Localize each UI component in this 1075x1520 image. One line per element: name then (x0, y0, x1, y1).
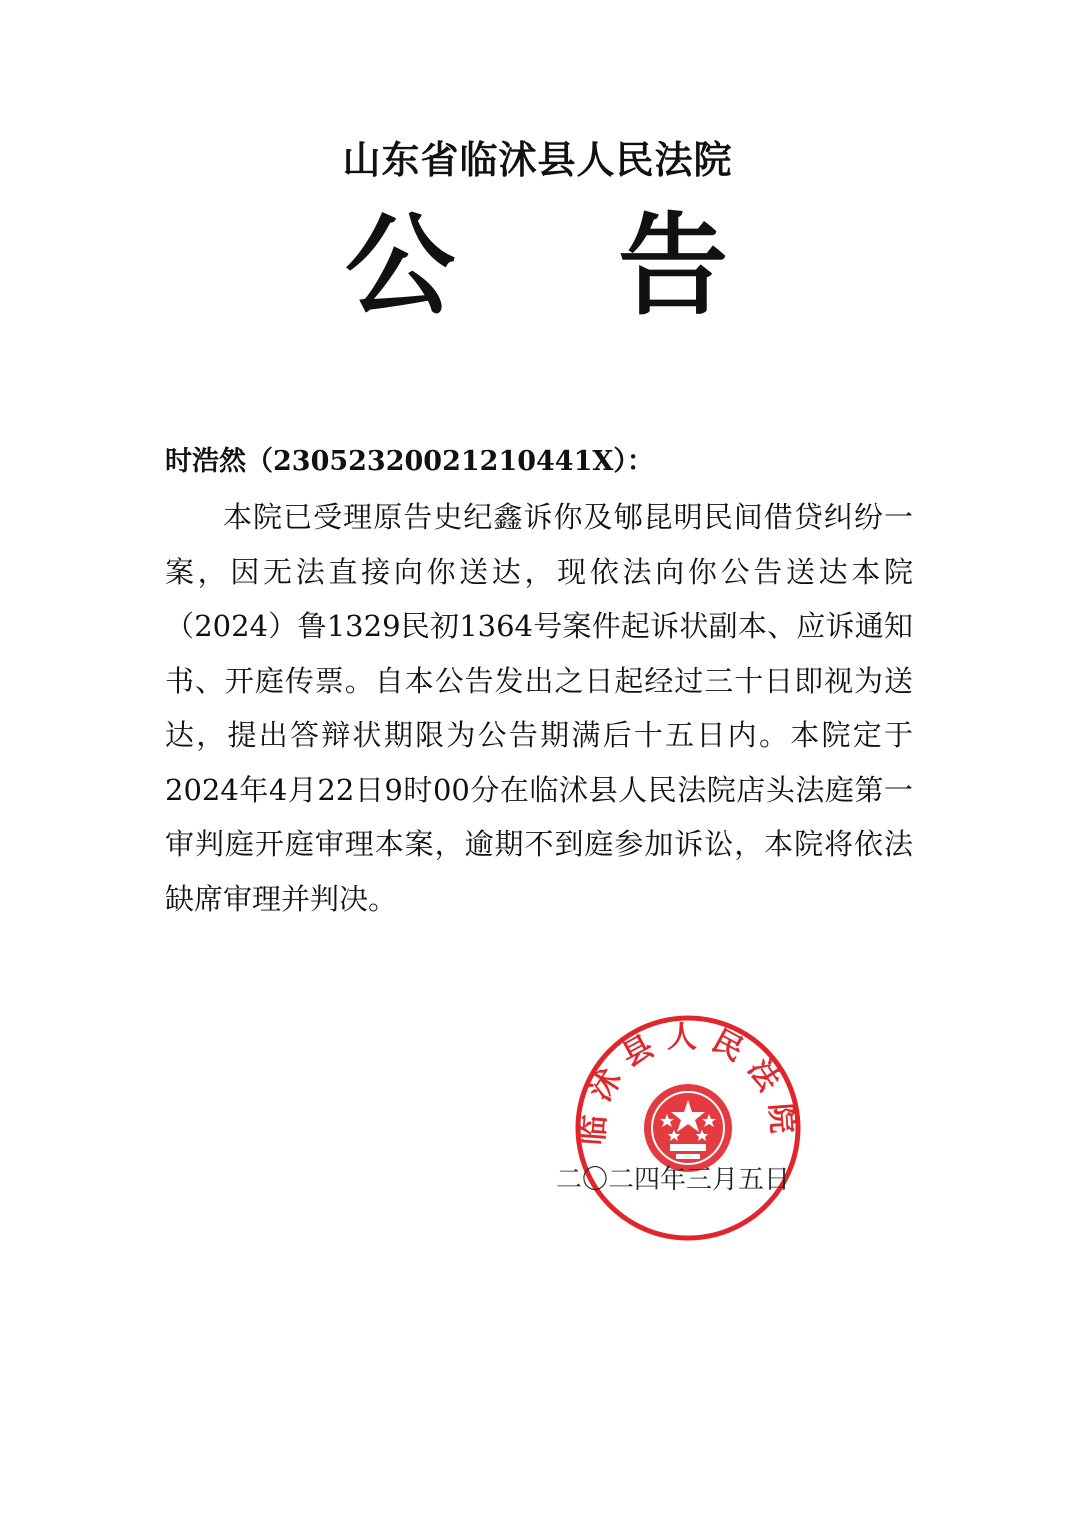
seal-text: 临沭县人民法院 (575, 1019, 801, 1147)
title-char-gong: 公 (345, 201, 455, 330)
national-emblem-icon (644, 1084, 732, 1172)
notice-body: 本院已受理原告史纪鑫诉你及郇昆明民间借贷纠纷一案，因无法直接向你送达，现依法向你公告送达本院（2024）鲁1329民初1364号案件起诉状副本、应诉通知书、开庭传票。自本公告发出之日起经过三十日即视为送达，提出答辩状期限为公告期满后十五日内。本院定于2024年4月22日9时00分在临沭县人民法院店头法庭第一审判庭开庭审理本案，逾期不到庭参加诉讼，本院将依法缺席审理并判决。 (165, 500, 913, 916)
court-name: 山东省临沭县人民法院 (342, 138, 733, 182)
issue-date: 二〇二四年三月五日 (556, 1165, 791, 1195)
addressee: 时浩然（23052320021210441X）： (165, 446, 654, 477)
title-char-gao: 告 (618, 201, 728, 330)
document-title (0, 196, 1075, 336)
court-seal (572, 1012, 804, 1244)
